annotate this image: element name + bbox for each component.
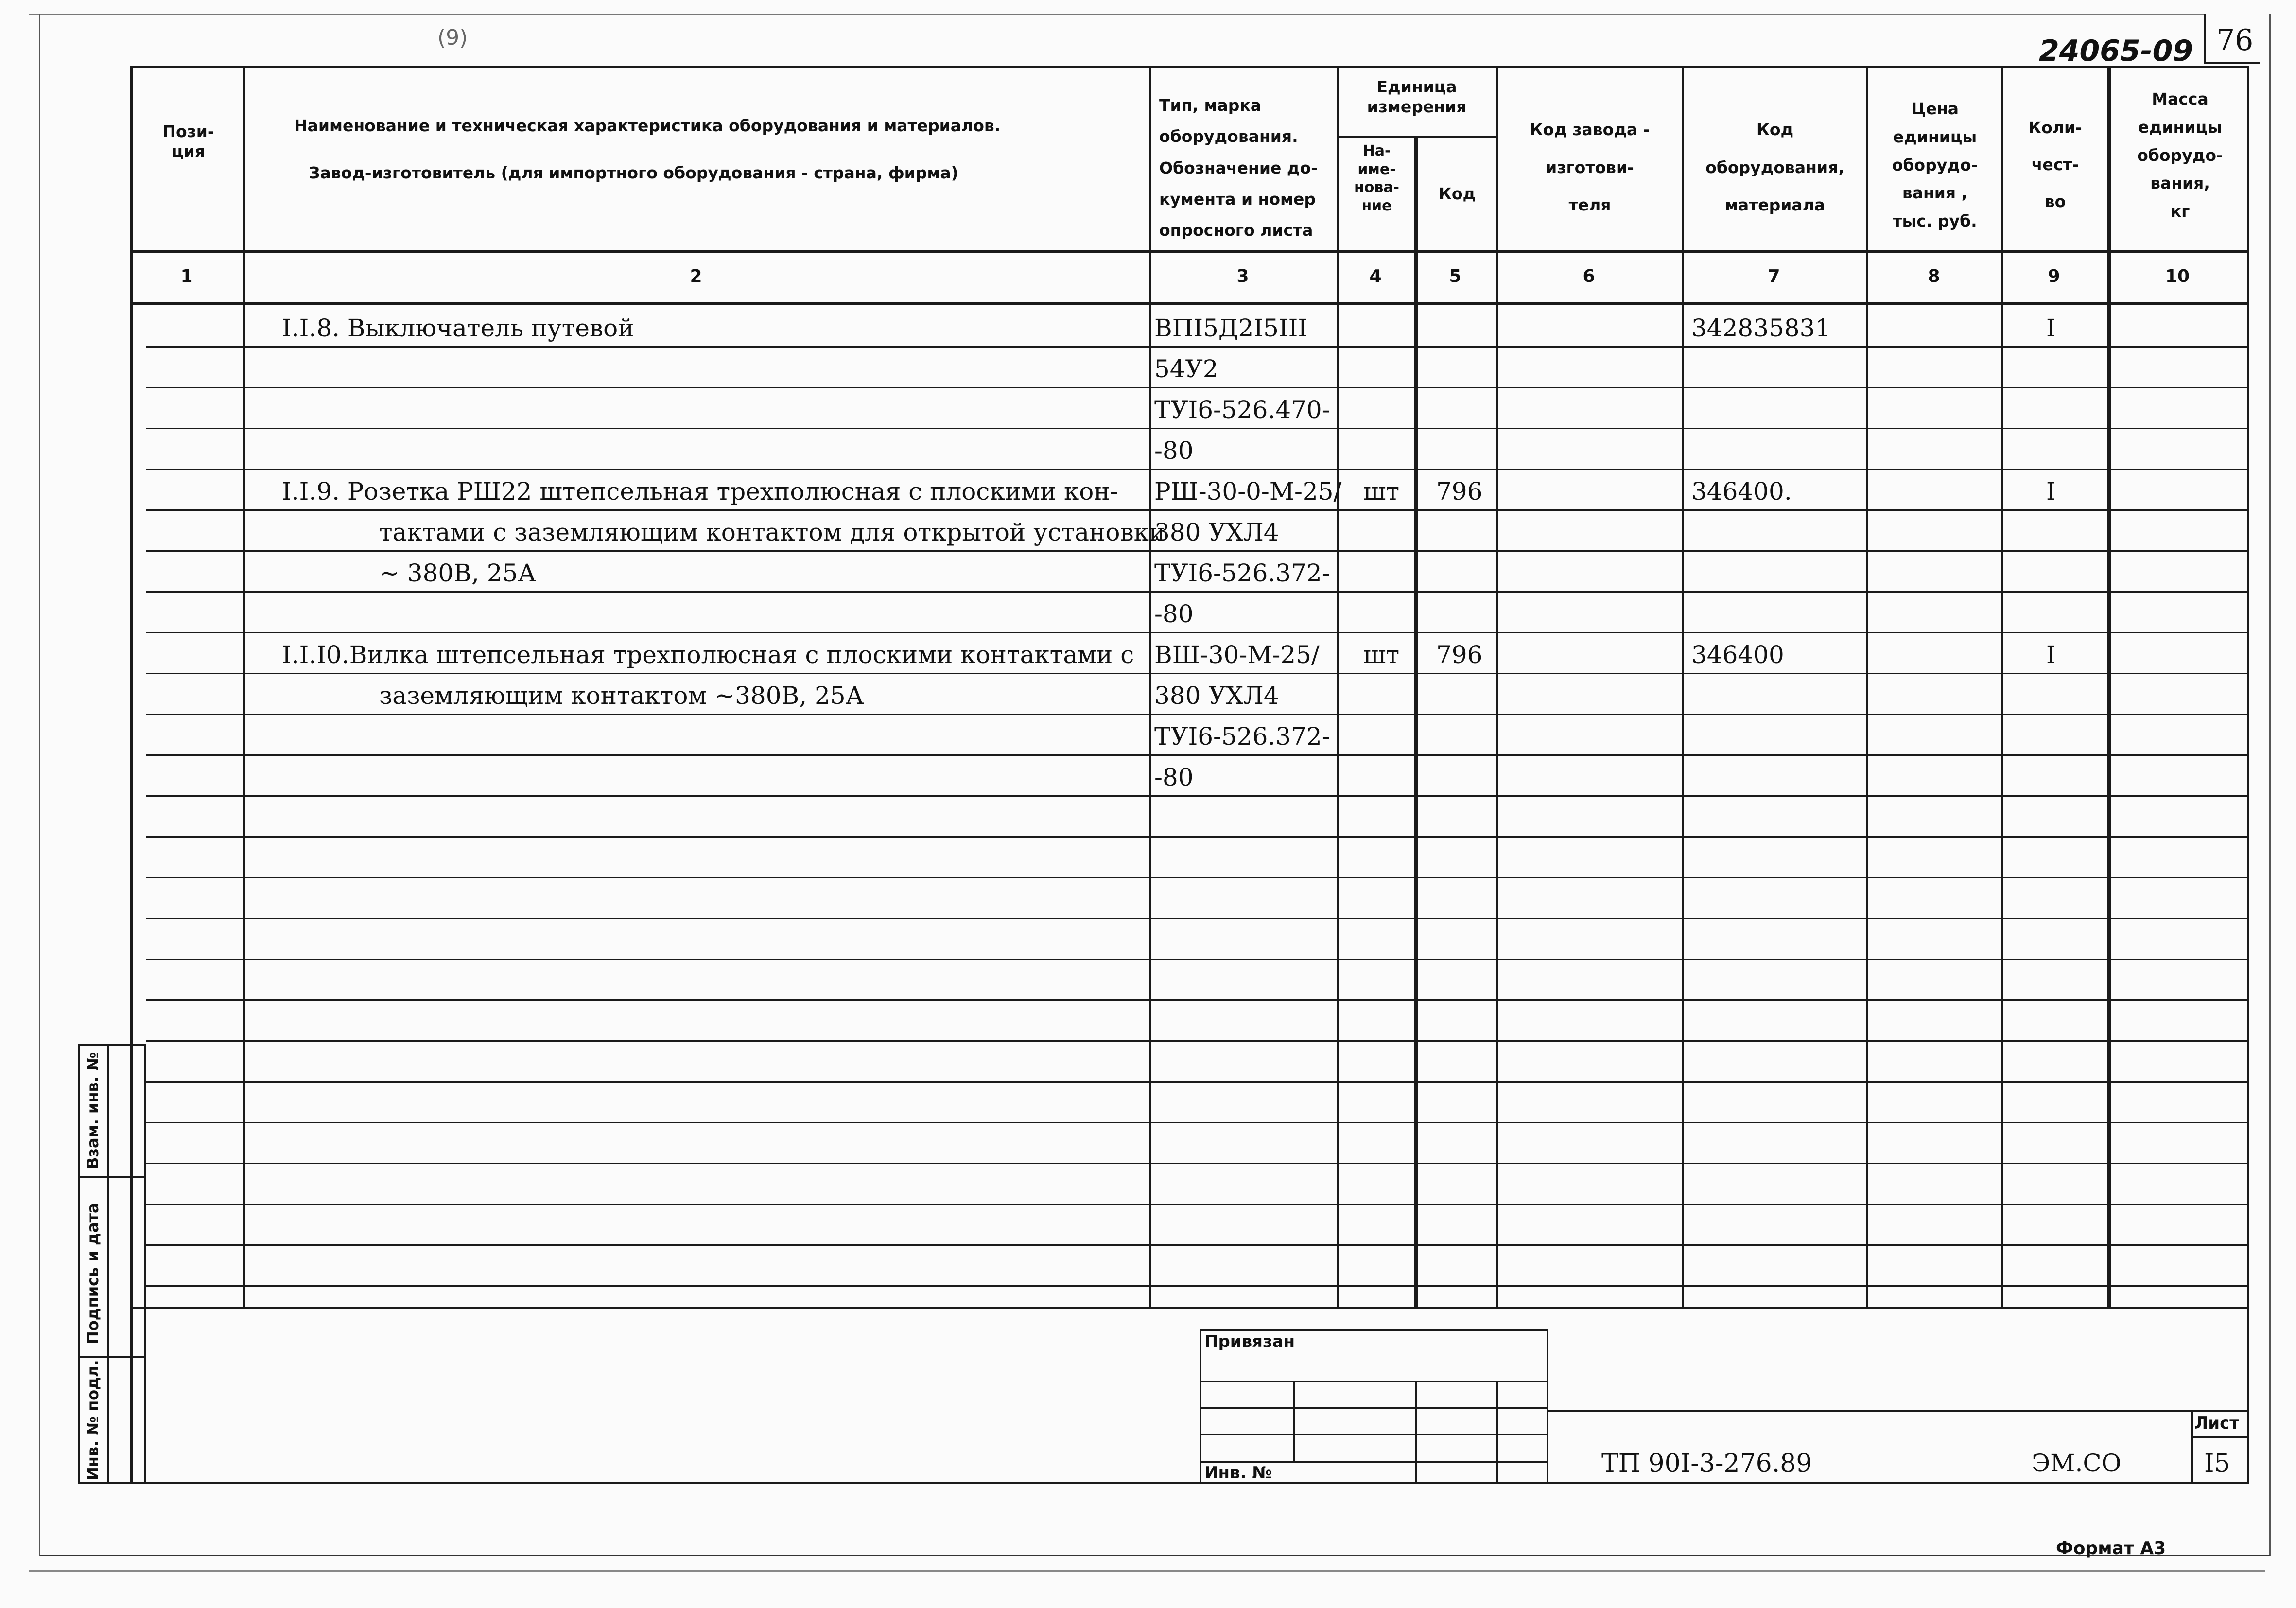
row-type: -80 [1154, 437, 1194, 465]
row-line [146, 999, 2249, 1001]
row-line [146, 632, 2249, 633]
col-line-2 [1149, 66, 1151, 1308]
bottom-edge-line [29, 1570, 2265, 1572]
column-number: 5 [1449, 266, 1461, 286]
header-unit: Единица измерения [1367, 77, 1467, 117]
row-line [146, 1285, 2249, 1287]
header-equip-code: Код оборудования, материала [1705, 120, 1844, 215]
row-name: заземляющим контактом ~380В, 25А [379, 682, 864, 710]
row-type: 380 УХЛ4 [1154, 682, 1279, 710]
stamp-privyazan: Привязан [1204, 1332, 1295, 1351]
col-line-5 [1496, 66, 1498, 1308]
row-line [146, 428, 2249, 429]
column-number: 2 [690, 266, 702, 286]
column-number: 9 [2048, 266, 2060, 286]
row-line [146, 1244, 2249, 1246]
row-line [146, 550, 2249, 552]
column-number: 10 [2165, 266, 2190, 286]
row-unit-code: 796 [1436, 641, 1483, 669]
stamp-vline-1 [1293, 1381, 1295, 1461]
row-equip-code: 346400. [1691, 477, 1792, 506]
row-type: -80 [1154, 763, 1194, 791]
row-type: -80 [1154, 600, 1194, 628]
col-line-3 [1337, 66, 1339, 1308]
sheet-position-mark: (9) [437, 25, 468, 50]
column-number: 1 [180, 266, 193, 286]
header-name-line2: Завод-изготовитель (для импортного оборудования - страна, фирма) [309, 163, 958, 182]
row-line [146, 795, 2249, 797]
col-line-9 [2107, 66, 2111, 1308]
side-label-inv-podl: Инв. № подл. [84, 1360, 102, 1480]
header-divider [130, 250, 2249, 253]
row-line [146, 387, 2249, 388]
row-line [146, 1122, 2249, 1123]
column-number: 3 [1236, 266, 1249, 286]
archive-number: 24065-09 [2039, 34, 2193, 68]
col-line-1 [243, 66, 245, 1308]
row-line [146, 346, 2249, 348]
row-name: I.I.8. Выключатель путевой [282, 314, 634, 342]
row-type: ТУI6-526.372- [1154, 722, 1330, 751]
header-unit-name: На- име- нова- ние [1354, 142, 1400, 214]
row-line [146, 1163, 2249, 1164]
row-equip-code: 346400 [1691, 641, 1784, 669]
row-name: ~ 380В, 25А [379, 559, 537, 587]
stamp-sheet-split [2191, 1410, 2193, 1484]
row-line [146, 509, 2249, 511]
col-line-6 [1682, 66, 1684, 1308]
page-number: 76 [2216, 23, 2254, 57]
row-type: ТУI6-526.372- [1154, 559, 1330, 587]
row-type: РШ-30-0-М-25/ [1154, 477, 1342, 506]
side-strip-line-1 [78, 1176, 146, 1178]
row-line [146, 673, 2249, 674]
stamp-sheet-line [2191, 1436, 2249, 1438]
column-number: 4 [1369, 266, 1382, 286]
row-line [146, 877, 2249, 878]
row-line [146, 836, 2249, 838]
side-strip-line-2 [78, 1356, 146, 1358]
stamp-doc-suffix: ЭМ.СО [2032, 1449, 2122, 1477]
col-line-8 [2001, 66, 2003, 1308]
side-label-podpis: Подпись и дата [84, 1203, 102, 1344]
stamp-sheet-no: I5 [2204, 1449, 2230, 1478]
header-unit-code: Код [1438, 184, 1476, 203]
header-position: Пози- ция [162, 122, 214, 161]
row-type: ТУI6-526.470- [1154, 396, 1330, 424]
stamp-doc-top [1548, 1410, 2249, 1412]
stamp-vline-2 [1415, 1381, 1417, 1484]
row-line [146, 1204, 2249, 1205]
header-type: Тип, марка оборудования. Обозначение до- кумента и номер опросного листа [1159, 96, 1318, 240]
header-qty: Коли- чест- во [2028, 118, 2082, 211]
col-line-4 [1414, 136, 1418, 1308]
header-mass: Масса единицы оборудо- вания, кг [2137, 89, 2223, 221]
column-number: 7 [1768, 266, 1780, 286]
header-price: Цена единицы оборудо- вания , тыс. руб. [1892, 99, 1978, 230]
body-bottom-line [130, 1307, 2249, 1309]
row-line [146, 714, 2249, 715]
row-unit: шт [1363, 477, 1400, 506]
row-line [146, 469, 2249, 470]
row-unit-code: 796 [1436, 477, 1483, 506]
side-strip-split [107, 1044, 109, 1484]
row-type: ВПI5Д2I5III [1154, 314, 1308, 342]
colnum-divider [130, 302, 2249, 305]
header-name-line1: Наименование и техническая характеристика оборудования и материалов. [294, 116, 1001, 135]
row-name: I.I.I0.Вилка штепсельная трехполюсная с плоскими контактами с [282, 641, 1134, 669]
row-name: I.I.9. Розетка РШ22 штепсельная трехполюсная с плоскими кон- [282, 477, 1118, 506]
row-unit: шт [1363, 641, 1400, 669]
row-line [146, 1081, 2249, 1083]
stamp-doc-code: ТП 90I-3-276.89 [1601, 1449, 1812, 1478]
stamp-vline-3 [1496, 1381, 1498, 1484]
row-qty: I [2046, 314, 2056, 342]
row-qty: I [2046, 641, 2056, 669]
stamp-sheet-label: Лист [2194, 1414, 2239, 1433]
row-type: 380 УХЛ4 [1154, 518, 1279, 546]
row-type: 54У2 [1154, 355, 1218, 383]
row-line [146, 918, 2249, 919]
format-label: Формат А3 [2056, 1538, 2166, 1558]
row-line [146, 1040, 2249, 1042]
column-number: 8 [1928, 266, 1940, 286]
row-type: ВШ-30-М-25/ [1154, 641, 1320, 669]
row-line [146, 754, 2249, 756]
row-line [146, 959, 2249, 960]
col-line-7 [1866, 66, 1868, 1308]
column-number: 6 [1583, 266, 1595, 286]
row-name: тактами с заземляющим контактом для открытой установки [379, 518, 1165, 546]
row-equip-code: 342835831 [1691, 314, 1831, 342]
header-plant-code: Код завода - изготови- теля [1530, 120, 1650, 215]
row-line [146, 591, 2249, 593]
stamp-inv-no: Инв. № [1204, 1463, 1272, 1483]
row-qty: I [2046, 477, 2056, 506]
side-label-vzam: Взам. инв. № [84, 1052, 102, 1169]
